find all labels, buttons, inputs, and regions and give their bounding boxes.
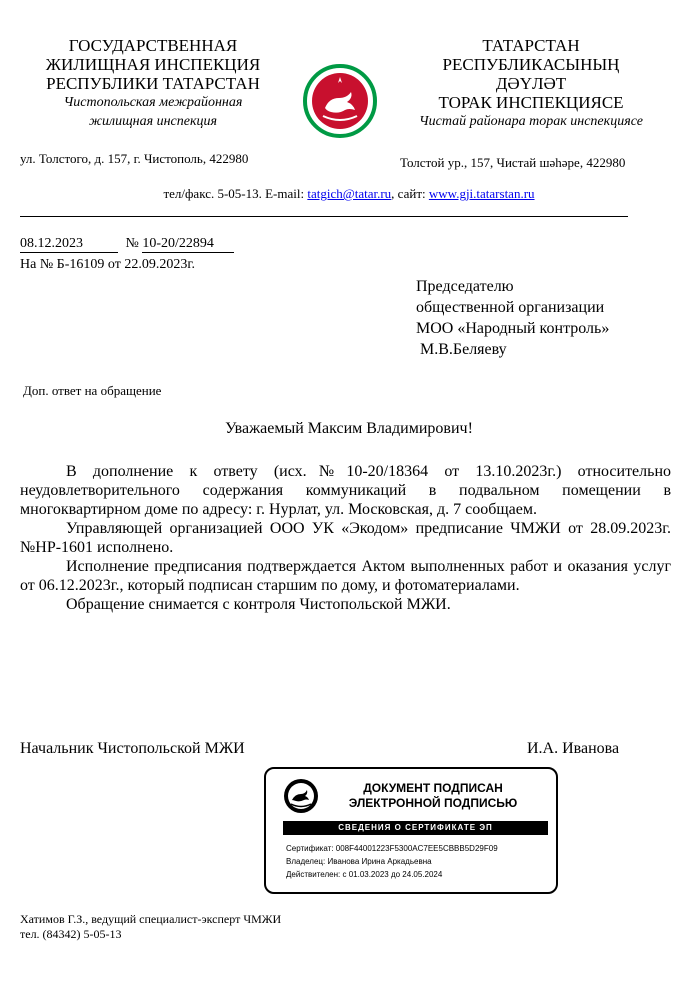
- outgoing-number: 10-20/22894: [142, 236, 234, 253]
- org-sub-ru-line: Чистопольская межрайонная: [63, 95, 243, 110]
- cert-validity-label: Действителен:: [286, 870, 343, 879]
- body-paragraph: Исполнение предписания подтверждается Актом выполненных работ и оказания услуг от 06.12.2023г., который подписан старшим по дому, и фотоматериалами.: [20, 558, 671, 594]
- org-name-ru-line: РЕСПУБЛИКИ ТАТАРСТАН: [46, 74, 260, 93]
- stamp-emblem-icon: [282, 777, 320, 815]
- addressee-line: Председателю: [416, 278, 514, 295]
- registration-line: [20, 236, 234, 253]
- addressee-line: МОО «Народный контроль»: [416, 320, 610, 337]
- site-prefix: , сайт:: [391, 186, 429, 201]
- addressee-line: общественной организации: [416, 299, 605, 316]
- greeting: Уважаемый Максим Владимирович!: [225, 420, 473, 437]
- stamp-title: [328, 781, 538, 811]
- cert-owner-label: Владелец:: [286, 857, 328, 866]
- cert-owner-value: Иванова Ирина Аркадьевна: [327, 857, 432, 866]
- org-sub-ru-line: жилищная инспекция: [88, 114, 218, 129]
- org-name-tt-line: ДӘҮЛӘТ: [495, 74, 567, 93]
- cert-serial-row: [286, 842, 498, 855]
- stamp-title-line: ДОКУМЕНТ ПОДПИСАН: [363, 781, 503, 795]
- contact-prefix: тел/факс. 5-05-13. E-mail:: [163, 186, 308, 201]
- address-tt: Толстой ур., 157, Чистай шәһәре, 422980: [400, 155, 626, 170]
- executor-info: [20, 912, 281, 942]
- stamp-details: [286, 842, 498, 881]
- addressee: [416, 276, 609, 360]
- executor-name: Хатимов Г.З., ведущий специалист-эксперт ЧМЖИ: [20, 912, 282, 926]
- org-name-ru-line: ГОСУДАРСТВЕННАЯ: [68, 36, 238, 55]
- cert-validity-row: [286, 868, 498, 881]
- number-label: №: [125, 236, 139, 251]
- outgoing-date: 08.12.2023: [20, 236, 118, 253]
- reference-date: 22.09.2023г.: [124, 257, 195, 272]
- letter-body: [20, 462, 671, 614]
- stamp-title-line: ЭЛЕКТРОННОЙ ПОДПИСЬЮ: [348, 796, 518, 810]
- contact-line: [0, 186, 698, 202]
- body-paragraph: В дополнение к ответу (исх.№10-20/18364 от 13.10.2023г.) относительно неудовлетворительного содержания коммуникаций в подвальном помещении в многоквартирном доме по адресу: г. Нурлат, ул. Московская, д. 7 сообщаем.: [20, 463, 671, 518]
- reference-line: [20, 257, 195, 273]
- org-name-tt: [400, 36, 662, 131]
- executor-phone: тел. (84342) 5-05-13: [20, 927, 122, 941]
- website-link[interactable]: www.gji.tatarstan.ru: [428, 186, 535, 201]
- address-ru: ул. Толстого, д. 157, г. Чистополь, 422980: [20, 151, 249, 166]
- org-name-tt-line: РЕСПУБЛИКАСЫНЫҢ: [442, 55, 620, 74]
- signer-position: Начальник Чистопольской МЖИ: [20, 740, 245, 757]
- org-name-ru: [18, 36, 288, 131]
- org-name-tt-line: ТОРАК ИНСПЕКЦИЯСЕ: [438, 93, 624, 112]
- reference-from: от: [107, 257, 121, 272]
- org-name-ru-line: ЖИЛИЩНАЯ ИНСПЕКЦИЯ: [45, 55, 261, 74]
- org-name-tt-line: ТАТАРСТАН: [482, 36, 580, 55]
- cert-validity-value: с 01.03.2023 до 24.05.2024: [342, 870, 443, 879]
- tatarstan-emblem-icon: [303, 64, 377, 138]
- cert-serial-value: 008F44001223F5300AC7EE5CBBB5D29F09: [335, 844, 498, 853]
- addressee-line: М.В.Беляеву: [416, 341, 507, 358]
- header-divider: [20, 216, 628, 217]
- reference-number: На № Б-16109: [20, 257, 105, 272]
- org-sub-tt-line: Чистай районара торак инспекциясе: [419, 114, 643, 129]
- e-signature-stamp: [264, 767, 558, 894]
- body-paragraph: Управляющей организацией ООО УК «Экодом» предписание ЧМЖИ от 28.09.2023г. №НР-1601 исполнено.: [20, 520, 671, 556]
- stamp-certificate-bar: СВЕДЕНИЯ О СЕРТИФИКАТЕ ЭП: [283, 821, 548, 835]
- email-link[interactable]: tatgich@tatar.ru: [307, 186, 392, 201]
- subject-line: Доп. ответ на обращение: [23, 383, 162, 398]
- body-paragraph: Обращение снимается с контроля Чистопольской МЖИ.: [66, 596, 451, 613]
- cert-owner-row: [286, 855, 498, 868]
- signer-name: И.А. Иванова: [527, 740, 620, 757]
- cert-serial-label: Сертификат:: [286, 844, 336, 853]
